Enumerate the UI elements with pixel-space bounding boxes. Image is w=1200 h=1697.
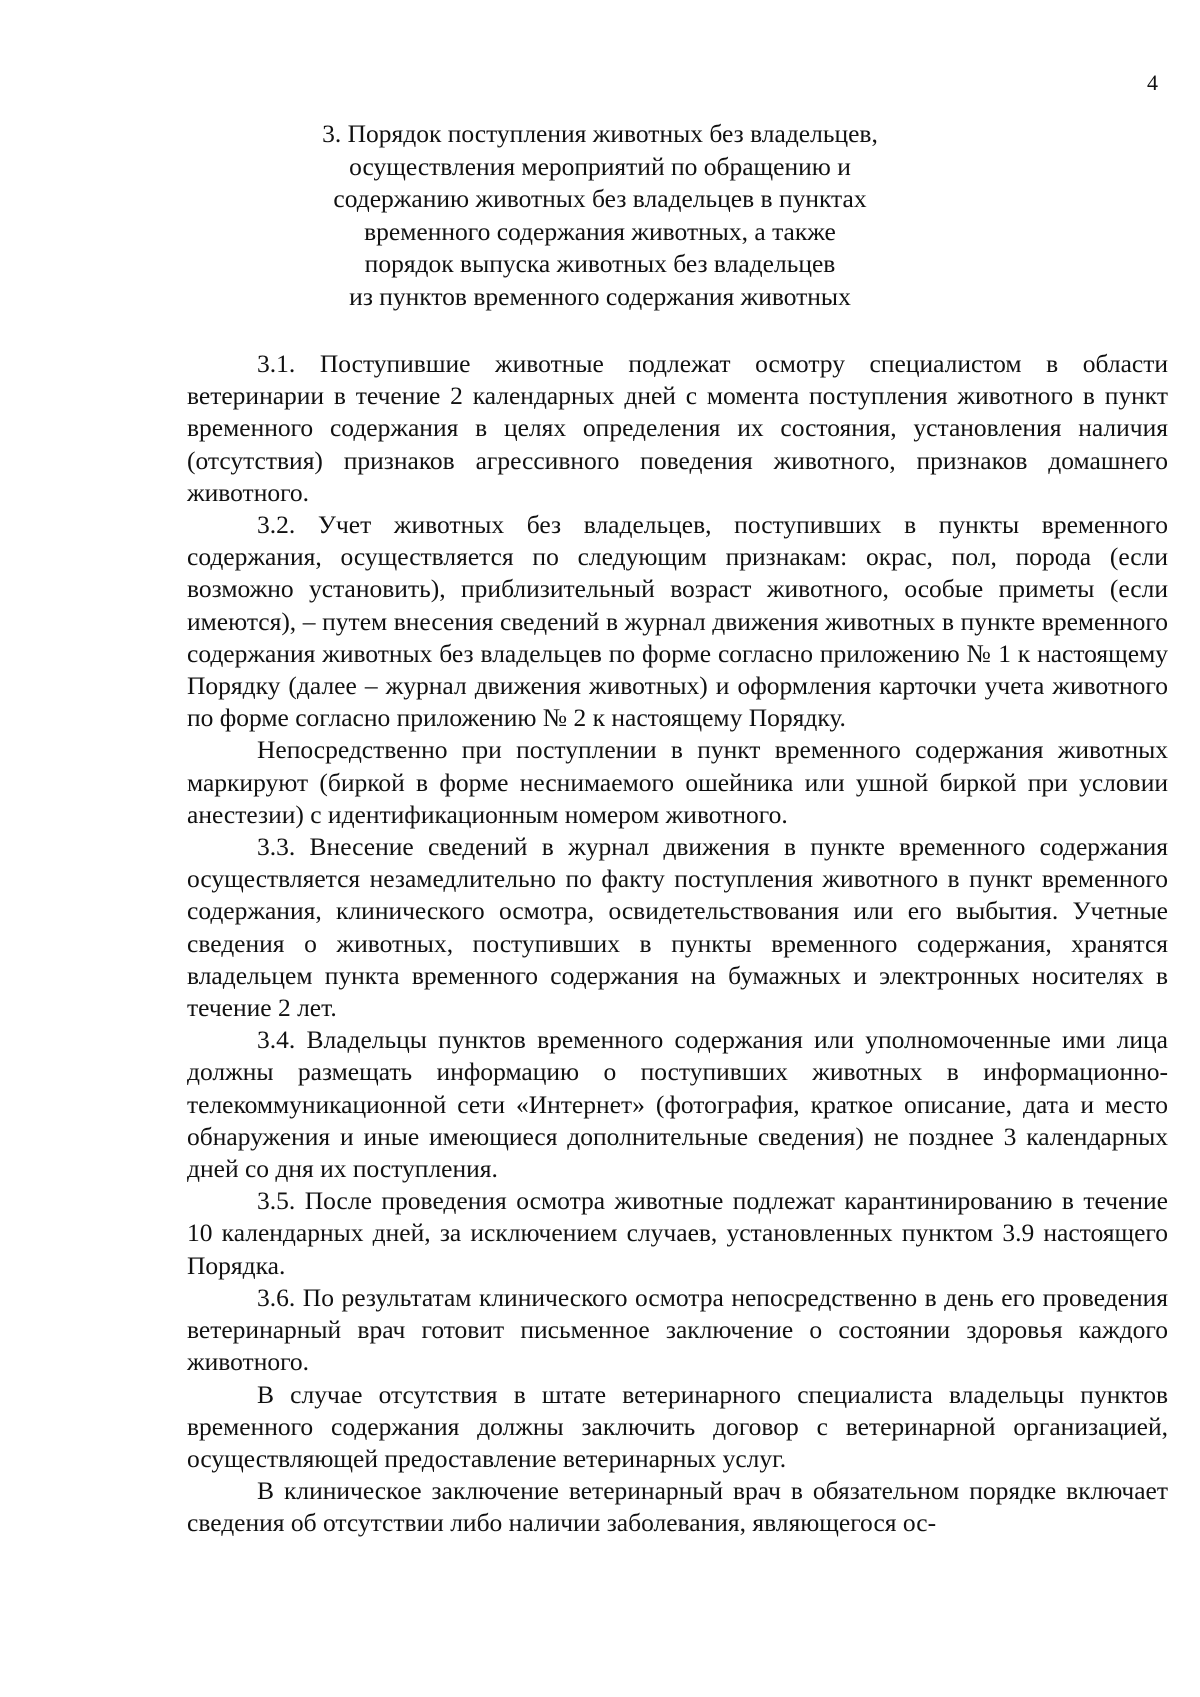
section-heading-line: осуществления мероприятий по обращению и <box>349 151 851 181</box>
paragraph-3-2: 3.2. Учет животных без владельцев, поступивших в пункты временного содержания, осуществляется по следующим признакам: окрас, пол, порода (если возможно установить), приблизительный возраст животного, особые приметы (если имеются), – путем внесения сведений в журнал движения животных в пункте временного содержания животных без владельцев по форме согласно приложению № 1 к настоящему Порядку (далее – журнал движения животных) и оформления карточки учета животного по форме согласно приложению № 2 к настоящему Порядку. <box>187 510 1168 733</box>
paragraph-3-4: 3.4. Владельцы пунктов временного содержания или уполномоченные ими лица должны размещать информацию о поступивших животных в информационно-телекоммуникационной сети «Интернет» (фотография, краткое описание, дата и место обнаружения и иные имеющиеся дополнительные сведения) не позднее 3 календарных дней со дня их поступления. <box>187 1025 1168 1184</box>
document-body <box>187 348 1168 1540</box>
paragraph-marking: Непосредственно при поступлении в пункт временного содержания животных маркируют (биркой в форме неснимаемого ошейника или ушной биркой при условии анестезии) с идентификационным номером животного. <box>187 735 1168 829</box>
section-heading-line: из пунктов временного содержания животных <box>349 281 851 311</box>
section-heading-line: содержанию животных без владельцев в пунктах <box>333 184 867 214</box>
page-number: 4 <box>1147 70 1158 95</box>
section-heading-line: временного содержания животных, а также <box>364 216 836 246</box>
section-heading <box>160 118 1040 314</box>
section-heading-line: порядок выпуска животных без владельцев <box>364 249 836 279</box>
paragraph-vet-contract: В случае отсутствия в штате ветеринарного специалиста владельцы пунктов временного содержания должны заключить договор с ветеринарной организацией, осуществляющей предоставление ветеринарных услуг. <box>187 1379 1168 1473</box>
paragraph-3-5: 3.5. После проведения осмотра животные подлежат карантинированию в течение 10 календарных дней, за исключением случаев, установленных пунктом 3.9 настоящего Порядка. <box>187 1186 1168 1280</box>
section-heading-line: 3. Порядок поступления животных без владельцев, <box>322 119 878 148</box>
paragraph-3-1: 3.1. Поступившие животные подлежат осмотру специалистом в области ветеринарии в течение 2 календарных дней с момента поступления животного в пункт временного содержания в целях определения их состояния, установления наличия (отсутствия) признаков агрессивного поведения животного, признаков домашнего животного. <box>187 349 1168 507</box>
paragraph-3-6: 3.6. По результатам клинического осмотра непосредственно в день его проведения ветеринарный врач готовит письменное заключение о состоянии здоровья каждого животного. <box>187 1282 1168 1377</box>
paragraph-3-3: 3.3. Внесение сведений в журнал движения в пункте временного содержания осуществляется незамедлительно по факту поступления животного в пункт временного содержания, клинического осмотра, освидетельствования или его выбытия. Учетные сведения о животных, поступивших в пункты временного содержания, хранятся владельцем пункта временного содержания на бумажных и электронных носителях в течение 2 лет. <box>187 832 1168 1023</box>
paragraph-clinical-conclusion: В клиническое заключение ветеринарный врач в обязательном порядке включает сведения об отсутствии либо наличии заболевания, являющегося ос- <box>187 1476 1168 1538</box>
